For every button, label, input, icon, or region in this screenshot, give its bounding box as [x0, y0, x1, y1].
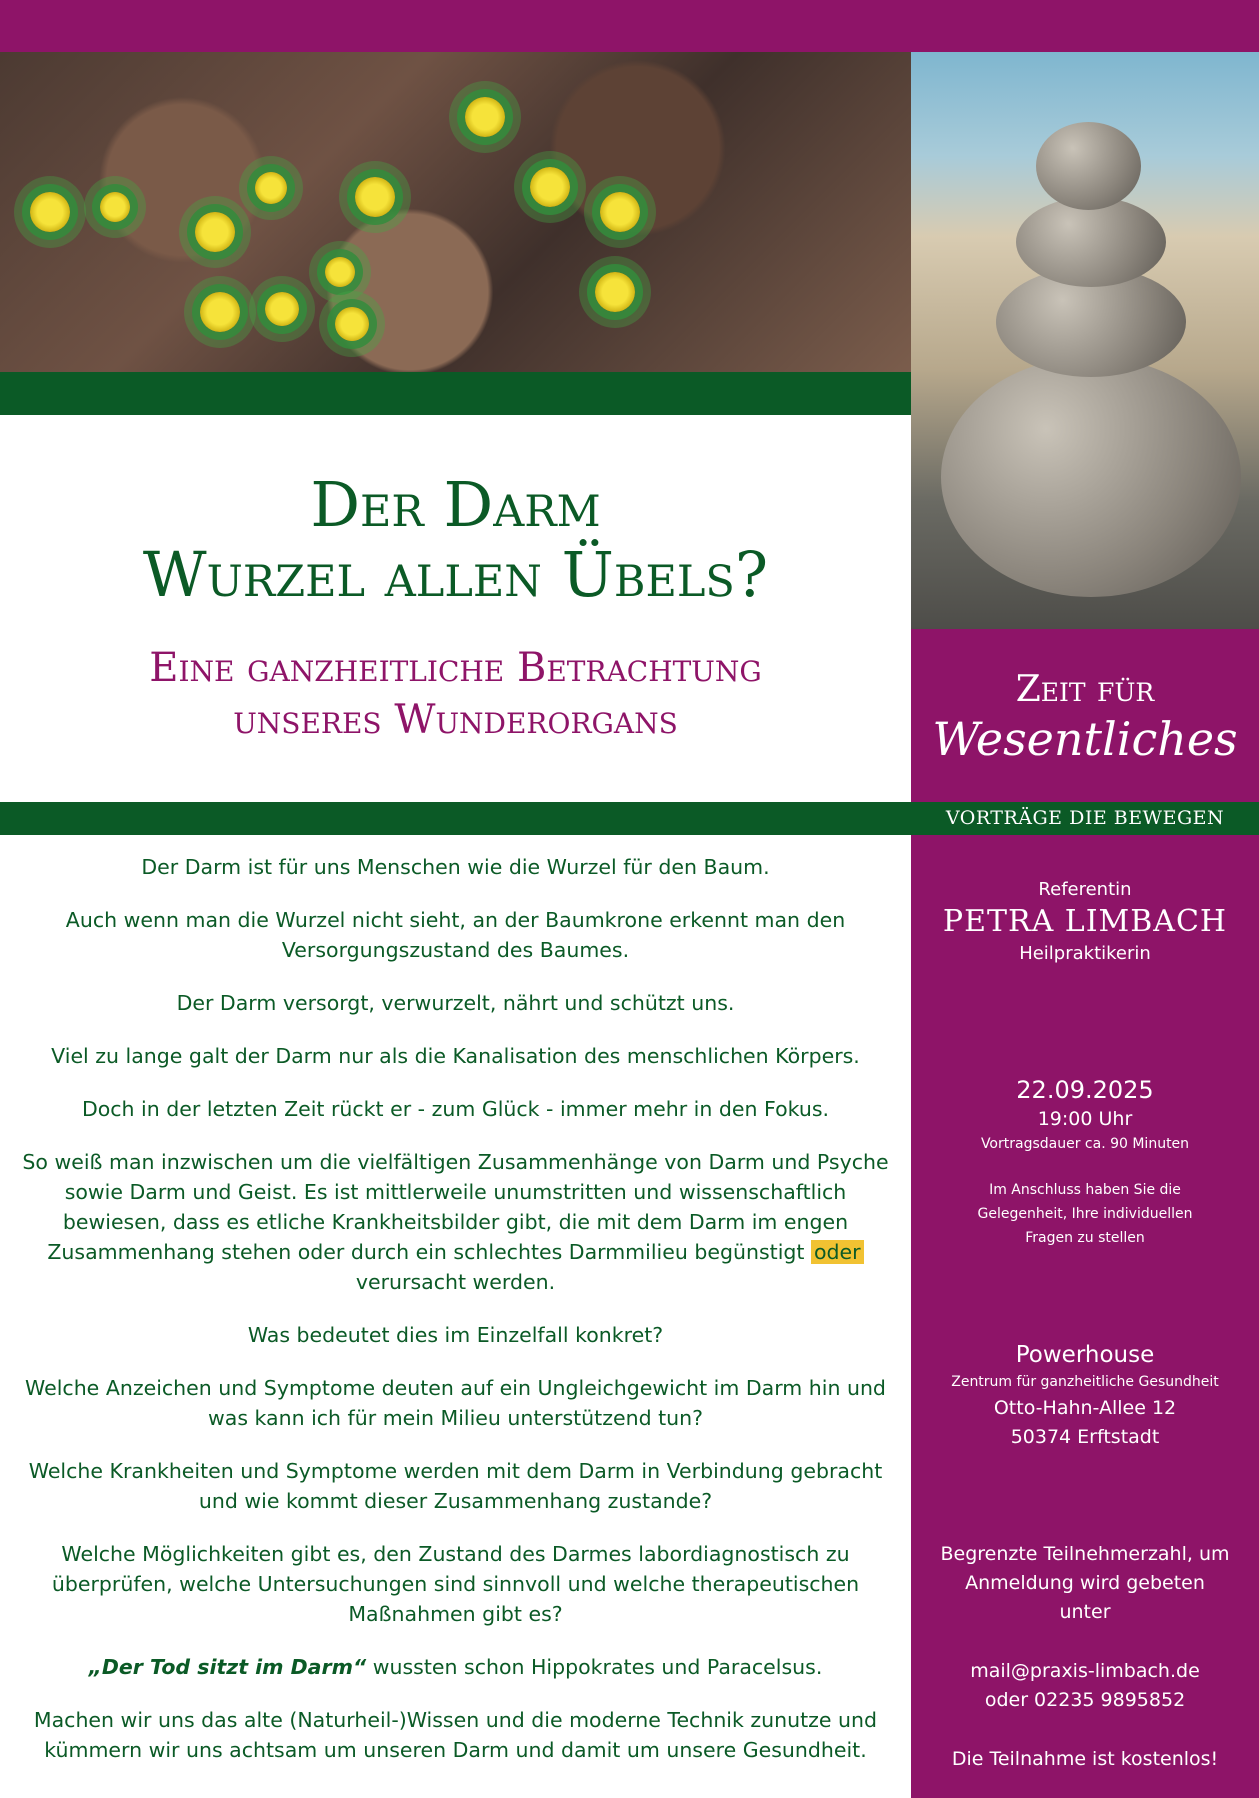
venue-subtitle: Zentrum für ganzheitliche Gesundheit: [951, 1374, 1219, 1390]
paragraph: Welche Anzeichen und Symptome deuten auf ein Ungleichgewicht im Darm hin und was kann ich für mein Milieu unterstützend tun?: [25, 1376, 886, 1430]
speaker-label: Referentin: [1038, 879, 1132, 900]
stone-stack-photo: [911, 52, 1259, 629]
venue-city: 50374 Erftstadt: [1010, 1426, 1160, 1448]
paragraph: Auch wenn man die Wurzel nicht sieht, an der Baumkrone erkennt man den Versorgungszustand des Baumes.: [65, 908, 846, 962]
registration-block: [911, 1540, 1259, 1774]
paragraph-text: verursacht werden.: [355, 1270, 556, 1294]
venue-name: Powerhouse: [1015, 1342, 1155, 1368]
paragraph: Welche Krankheiten und Symptome werden mit dem Darm in Verbindung gebracht und wie kommt dieser Zusammenhang zustande?: [28, 1459, 883, 1513]
paragraph: Machen wir uns das alte (Naturheil-)Wissen und die moderne Technik zunutze und kümmern wir uns achtsam um unseren Darm und damit um unsere Gesundheit.: [33, 1708, 878, 1762]
event-date: 22.09.2025: [1016, 1076, 1154, 1104]
brand-wesentliches: Wesentliches: [932, 712, 1238, 766]
event-time: 19:00 Uhr: [1037, 1108, 1133, 1130]
paragraph: Doch in der letzten Zeit rückt er - zum Glück - immer mehr in den Fokus.: [81, 1097, 830, 1121]
venue-street: Otto-Hahn-Allee 12: [993, 1397, 1177, 1419]
speaker-title: Heilpraktikerin: [1019, 943, 1151, 964]
top-bar: [0, 0, 1259, 52]
speaker-block: [911, 877, 1259, 967]
event-time-block: [911, 1074, 1259, 1250]
paragraph: Viel zu lange galt der Darm nur als die Kanalisation des menschlichen Körpers.: [51, 1044, 860, 1068]
paragraph-text: So weiß man inzwischen um die vielfältigen Zusammenhänge von Darm und Psyche sowie Darm und Geist. Es ist mittlerweile unumstritten und wissenschaftlich bewiesen, dass es etliche Krankheitsbilder gibt, die mit dem Darm im engen Zusammenhang stehen oder durch ein schlechtes Darmmilieu begünstigt: [22, 1150, 889, 1264]
contact-phone[interactable]: oder 02235 9895852: [984, 1689, 1186, 1711]
event-note: Im Anschluss haben Sie die Gelegenheit, Ihre individuellen Fragen zu stellen: [977, 1182, 1193, 1246]
title-line-2: Wurzel allen Übels?: [142, 538, 769, 611]
brand-tagline: VORTRÄGE DIE BEWEGEN: [945, 807, 1225, 829]
paragraph: Was bedeutet dies im Einzelfall konkret?: [247, 1323, 664, 1347]
body-text: [20, 852, 891, 1788]
subtitle-line-1: Eine ganzheitliche Betrachtung: [149, 645, 762, 691]
subtitle-line-2: unseres Wunderorgans: [233, 697, 678, 743]
contact-email[interactable]: mail@praxis-limbach.de: [970, 1660, 1200, 1682]
quote: „Der Tod sitzt im Darm“: [88, 1655, 367, 1679]
paragraph: [20, 1652, 891, 1682]
page-title: [0, 470, 911, 610]
highlighted-word: oder: [811, 1240, 864, 1264]
green-band-top: [0, 372, 911, 415]
paragraph: Der Darm versorgt, verwurzelt, nährt und schützt uns.: [176, 991, 735, 1015]
title-line-1: Der Darm: [310, 468, 601, 541]
registration-note: Begrenzte Teilnehmerzahl, um Anmeldung wird gebeten unter: [940, 1543, 1230, 1623]
paragraph: [20, 1147, 891, 1297]
speaker-name: PETRA LIMBACH: [942, 904, 1228, 939]
venue-block: [911, 1340, 1259, 1452]
winter-aconite-photo: [0, 52, 911, 372]
page-subtitle: [0, 642, 911, 746]
brand-zeit: Zeit für: [1015, 669, 1155, 710]
paragraph: Der Darm ist für uns Menschen wie die Wurzel für den Baum.: [141, 855, 770, 879]
paragraph: Welche Möglichkeiten gibt es, den Zustand des Darmes labordiagnostisch zu überprüfen, welche Untersuchungen sind sinnvoll und welche therapeutischen Maßnahmen gibt es?: [51, 1542, 860, 1626]
free-admission: Die Teilnahme ist kostenlos!: [951, 1748, 1219, 1770]
event-duration: Vortragsdauer ca. 90 Minuten: [980, 1136, 1190, 1152]
paragraph-text: wussten schon Hippokrates und Paracelsus.: [372, 1655, 823, 1679]
